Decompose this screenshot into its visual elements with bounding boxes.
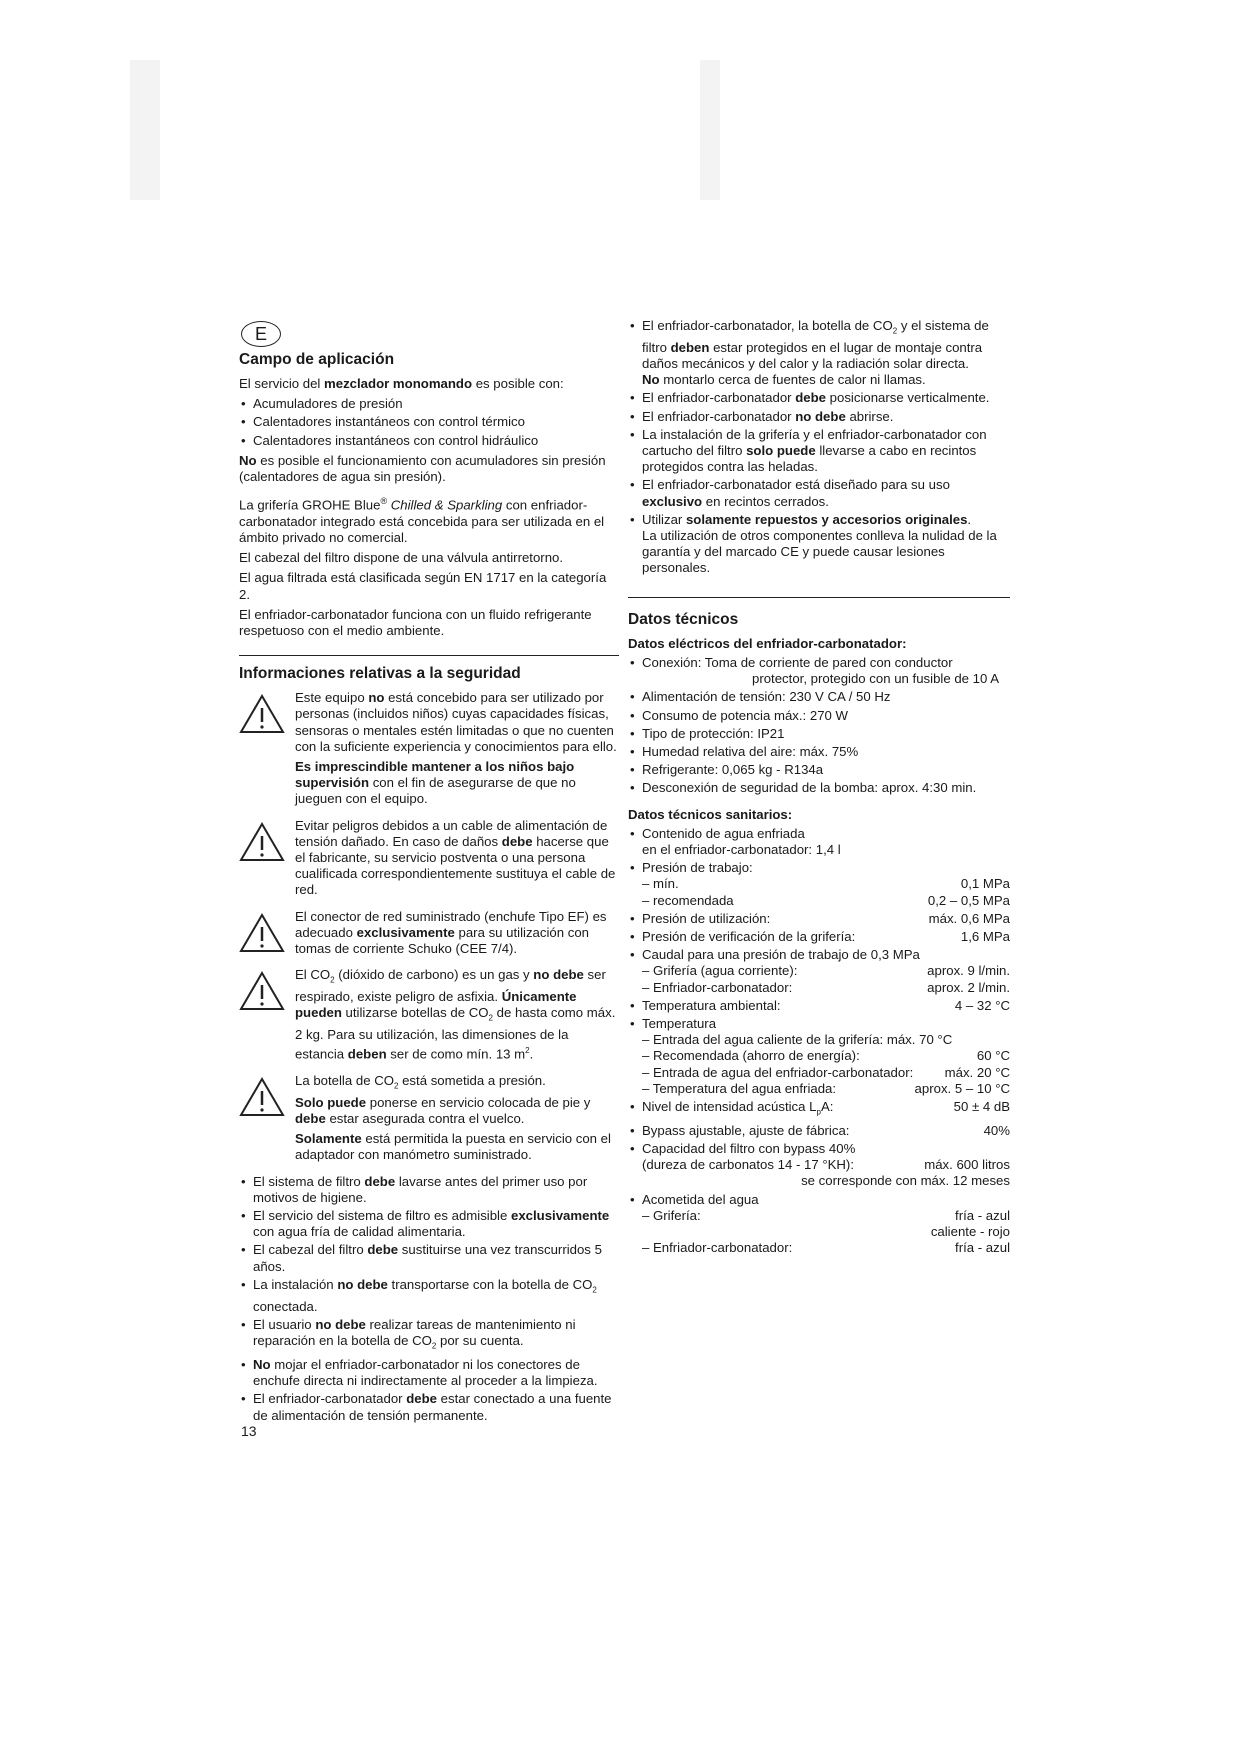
list-item: • Desconexión de seguridad de la bomba: aprox. 4:30 min. [628, 780, 1010, 796]
list-item: • La instalación no debe transportarse con la botella de $CO_2$ conectada. [239, 1277, 619, 1315]
list-item: • Nivel de intensidad acústica $L_pA$: 50 ± 4 dB [628, 1099, 1010, 1121]
no-pressure-note: No es posible el funcionamiento con acumuladores sin presión (calentadores de agua sin presión). [239, 452, 606, 485]
list-item: • Caudal para una presión de trabajo de 0,3 MPa – Grifería (agua corriente): aprox. 9 l/min. – Enfriador-carbonatador: aprox. 2 l/min. [628, 947, 1010, 996]
warning-text: Es imprescindible mantener a los niños bajo supervisión con el fin de asegurarse de que no jueguen con el equipo. [295, 759, 576, 807]
warning-text: El conector de red suministrado (enchufe Tipo EF) es adecuado exclusivamente para su utilización con tomas de corriente Schuko (CEE 7/4). [295, 908, 607, 957]
warning-text: Este equipo no está concebido para ser utilizado por personas (incluidos niños) cuyas capacidades físicas, sensoras o mentales estén limitadas o que no cuenten con la suficiente experiencia y conocimientos para ello. [295, 690, 617, 754]
campo-intro: El servicio del mezclador monomando es posible con: [239, 376, 564, 391]
list-item: • Temperatura ambiental: 4 – 32 °C [628, 998, 1010, 1014]
electrical-list [628, 655, 1010, 797]
subsection-title-electricos: Datos eléctricos del enfriador-carbonatador: [628, 635, 907, 651]
list-item: • El enfriador-carbonatador no debe abrirse. [628, 409, 1010, 425]
subsection-title-sanitarios: Datos técnicos sanitarios: [628, 806, 793, 822]
list-item: • Temperatura – Entrada del agua caliente de la grifería: máx. 70 °C – Recomendada (ahorro de energía): 60 °C – Entrada de agua del enfriador-carbonatador: máx. 20 °C – Temperatura del agua enfriada: aprox. 5 – 10 °C [628, 1016, 1010, 1097]
list-item: • Presión de trabajo: – mín. 0,1 MPa – recomendada 0,2 – 0,5 MPa [628, 860, 1010, 909]
list-item: • Alimentación de tensión: 230 V CA / 50 Hz [628, 689, 1010, 705]
list-item: • Utilizar solamente repuestos y accesorios originales. La utilización de otros componentes conlleva la nulidad de la garantía y del marcado CE y puede causar lesiones personales. [628, 512, 1010, 577]
warning-triangle-icon [239, 822, 285, 862]
list-item: • El usuario no debe realizar tareas de mantenimiento ni reparación en la botella de $CO_2$ por su cuenta. [239, 1317, 619, 1355]
list-item: • Contenido de agua enfriada en el enfriador-carbonatador: 1,4 l [628, 826, 1010, 858]
left-column [239, 321, 619, 1428]
safety-list-continued [628, 318, 1010, 577]
paragraph: El cabezal del filtro dispone de una válvula antirretorno. [239, 550, 564, 566]
list-item: • El servicio del sistema de filtro es admisible exclusivamente con agua fría de calidad alimentaria. [239, 1208, 619, 1240]
warning-triangle-icon [239, 694, 285, 734]
list-item: • Acumuladores de presión [239, 396, 619, 412]
list-item: • El enfriador-carbonatador debe posicionarse verticalmente. [628, 390, 1010, 406]
list-item: • El enfriador-carbonatador está diseñado para su uso exclusivo en recintos cerrados. [628, 477, 1010, 509]
paragraph: El enfriador-carbonatador funciona con un fluido refrigerante respetuoso con el medio ambiente. [239, 606, 592, 639]
right-column [628, 318, 1010, 1260]
warning-text: El $CO_2$ (dióxido de carbono) es un gas y no debe ser respirado, existe peligro de asfixia. Únicamente pueden utilizarse botellas de $CO_2$ de hasta como máx. 2 kg. Para su utilización, las dimensiones de la estancia deben ser de como mín. 13 $m^2$. [295, 967, 616, 1062]
warning-text: La botella de $CO_2$ está sometida a presión. Solo puede ponerse en servicio colocada de pie y debe estar asegurada contra el vuelco. [295, 1072, 591, 1127]
warning-block [239, 967, 619, 1067]
list-item: • Calentadores instantáneos con control térmico [239, 414, 619, 430]
list-item: • Calentadores instantáneos con control hidráulico [239, 433, 619, 449]
warning-text: Evitar peligros debidos a un cable de alimentación de tensión dañado. En caso de daños debe hacerse que el fabricante, su servicio postventa o una persona cualificada correspondientemente sustituya el cable de red. [295, 817, 616, 898]
safety-list [239, 1174, 619, 1424]
list-item: • Acometida del agua – Grifería: fría - azul caliente - rojo – Enfriador-carbonatador: fría - azul [628, 1192, 1010, 1257]
warning-triangle-icon [239, 971, 285, 1011]
list-item: • Capacidad del filtro con bypass 40% (dureza de carbonatos 14 - 17 °KH): máx. 600 litros se corresponde con máx. 12 meses [628, 1141, 1010, 1190]
scan-artifact [700, 60, 720, 200]
list-item: • Presión de verificación de la grifería: 1,6 MPa [628, 929, 1010, 945]
warning-text: Solamente está permitida la puesta en servicio con el adaptador con manómetro suministrado. [295, 1131, 611, 1163]
sanitary-list [628, 826, 1010, 1257]
section-title-datos: Datos técnicos [628, 610, 739, 628]
warning-block [239, 690, 619, 811]
campo-list [239, 396, 619, 449]
list-item: • Humedad relativa del aire: máx. 75% [628, 744, 1010, 760]
divider [239, 655, 619, 656]
grohe-paragraph: La grifería GROHE Blue® Chilled & Sparkling con enfriador-carbonatador integrado está concebida para ser utilizada en el ámbito privado no comercial. [239, 496, 605, 546]
list-item: • No mojar el enfriador-carbonatador ni los conectores de enchufe directa ni indirectamente al proceder a la limpieza. [239, 1357, 619, 1389]
warning-block [239, 818, 619, 903]
section-title-campo: Campo de aplicación [239, 351, 395, 368]
page-number: 13 [241, 1423, 257, 1439]
scan-artifact [130, 60, 160, 200]
list-item: • Presión de utilización: máx. 0,6 MPa [628, 911, 1010, 927]
list-item: • El cabezal del filtro debe sustituirse una vez transcurridos 5 años. [239, 1242, 619, 1274]
warning-block [239, 909, 619, 962]
list-item: • Bypass ajustable, ajuste de fábrica: 40% [628, 1123, 1010, 1139]
list-item: • El enfriador-carbonatador debe estar conectado a una fuente de alimentación de tensión permanente. [239, 1391, 619, 1423]
list-item: • El enfriador-carbonatador, la botella de $CO_2$ y el sistema de filtro deben estar protegidos en el lugar de montaje contra daños mecánicos y del calor y la radiación solar directa. No montarlo cerca de fuentes de calor ni llamas. [628, 318, 1010, 388]
list-item: • El sistema de filtro debe lavarse antes del primer uso por motivos de higiene. [239, 1174, 619, 1206]
list-item: • La instalación de la grifería y el enfriador-carbonatador con cartucho del filtro solo puede llevarse a cabo en recintos protegidos contra las heladas. [628, 427, 1010, 476]
list-item: • Consumo de potencia máx.: 270 W [628, 708, 1010, 724]
paragraph: El agua filtrada está clasificada según EN 1717 en la categoría 2. [239, 570, 607, 602]
list-item: • Refrigerante: 0,065 kg - R134a [628, 762, 1010, 778]
list-item: • Tipo de protección: IP21 [628, 726, 1010, 742]
divider [628, 597, 1010, 598]
warning-block [239, 1073, 619, 1168]
warning-triangle-icon [239, 913, 285, 953]
section-title-seguridad: Informaciones relativas a la seguridad [239, 665, 521, 683]
list-item: • Conexión: Toma de corriente de pared con conductor protector, protegido con un fusible de 10 A [628, 655, 1010, 687]
warning-triangle-icon [239, 1077, 285, 1117]
language-badge: E [241, 321, 281, 347]
